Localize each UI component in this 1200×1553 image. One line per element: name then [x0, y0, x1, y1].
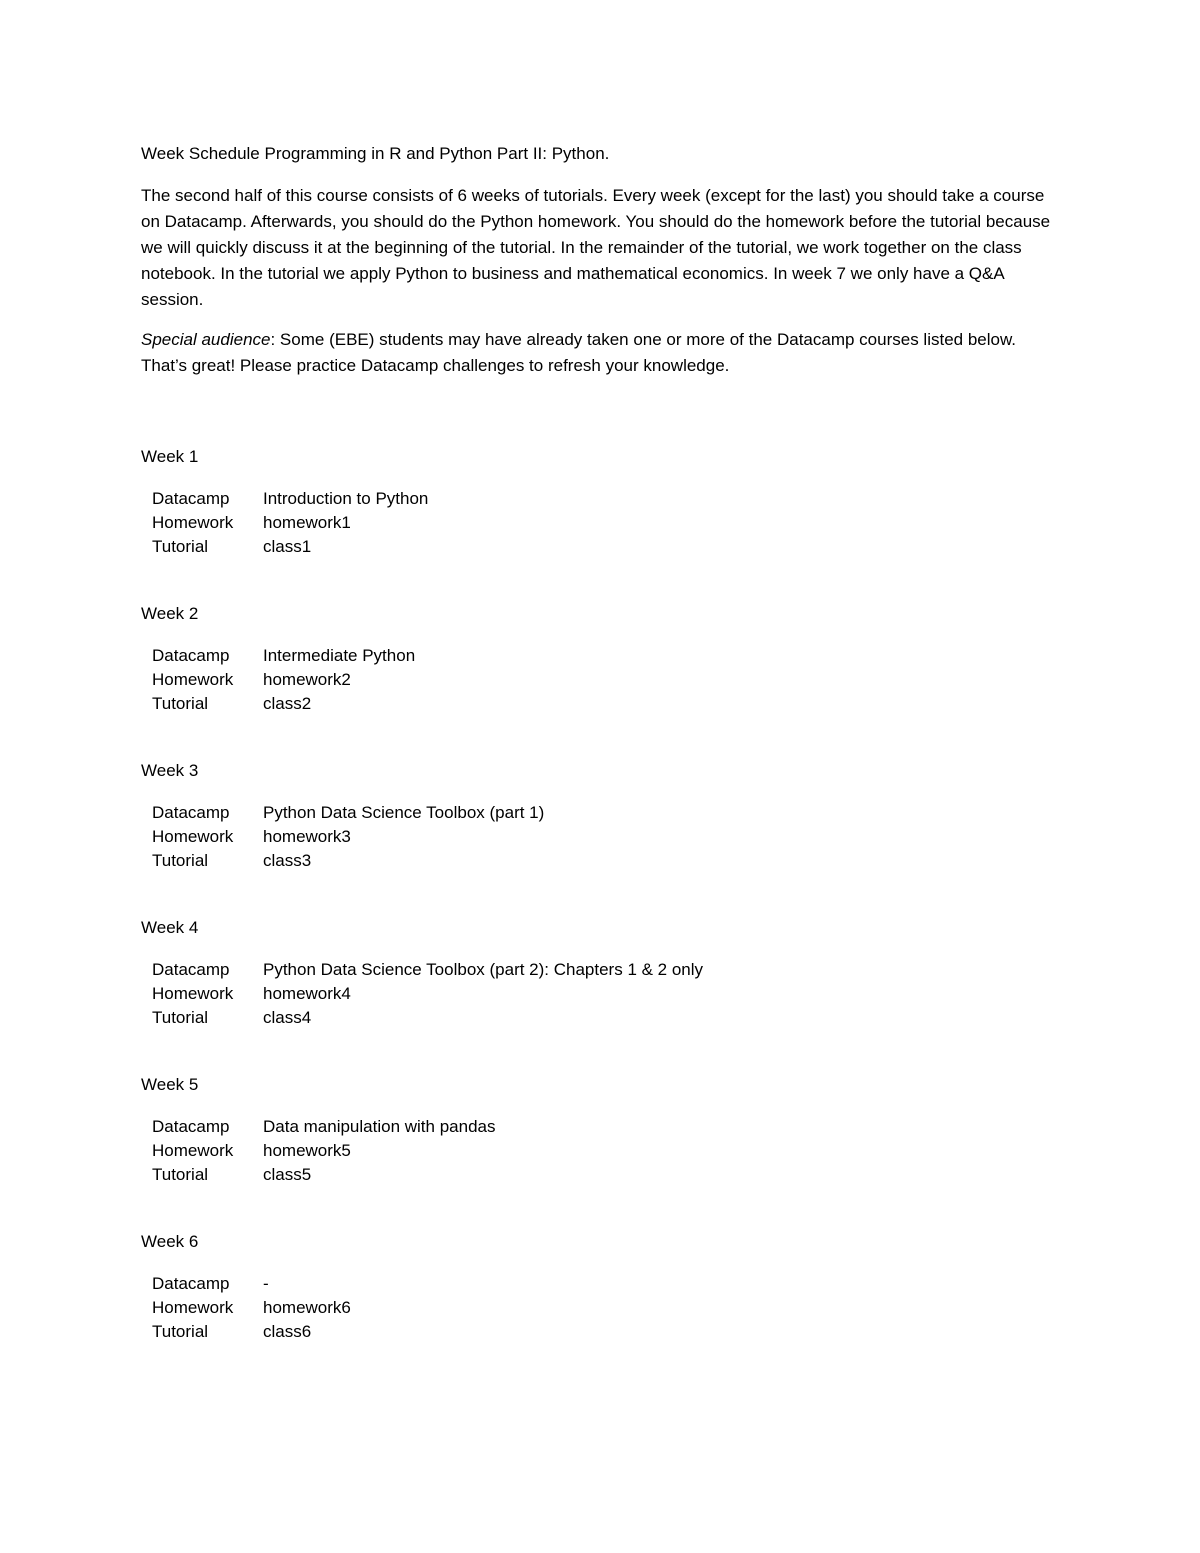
datacamp-row: [152, 1272, 1061, 1296]
datacamp-label: Datacamp: [152, 1274, 230, 1293]
week-gap: [141, 1187, 1061, 1230]
homework-value: homework6: [263, 1298, 351, 1317]
datacamp-row: [152, 801, 1061, 825]
week-table: [152, 958, 1061, 1030]
tutorial-row: [152, 692, 1061, 716]
tutorial-value: class2: [263, 694, 312, 713]
tutorial-value: class5: [263, 1165, 312, 1184]
tutorial-label: Tutorial: [152, 537, 209, 556]
week-section-1: [141, 445, 1061, 602]
tutorial-row: [152, 1163, 1061, 1187]
datacamp-value: Data manipulation with pandas: [263, 1117, 496, 1136]
datacamp-label: Datacamp: [152, 960, 230, 979]
datacamp-label: Datacamp: [152, 803, 230, 822]
homework-row: [152, 1296, 1061, 1320]
week-section-5: [141, 1073, 1061, 1230]
homework-label: Homework: [152, 984, 234, 1003]
week-title: Week 5: [141, 1075, 199, 1094]
homework-value: homework2: [263, 670, 351, 689]
week-title: Week 2: [141, 604, 199, 623]
datacamp-value: Python Data Science Toolbox (part 1): [263, 803, 545, 822]
week-title: Week 1: [141, 447, 199, 466]
week-gap: [141, 716, 1061, 759]
datacamp-value: -: [263, 1274, 269, 1293]
spacer: [141, 393, 1061, 445]
homework-row: [152, 511, 1061, 535]
week-section-2: [141, 602, 1061, 759]
homework-label: Homework: [152, 670, 234, 689]
intro-paragraph: The second half of this course consists of 6 weeks of tutorials. Every week (except for the last) you should take a course on Datacamp. Afterwards, you should do the Python homework. You should do the homework before the tutorial because we will quickly discuss it at the beginning of the tutorial. In the remainder of the tutorial, we work together on the class notebook. In the tutorial we apply Python to business and mathematical economics. In week 7 we only have a Q&A session.: [141, 186, 1051, 309]
homework-value: homework4: [263, 984, 351, 1003]
tutorial-row: [152, 1320, 1061, 1344]
homework-row: [152, 668, 1061, 692]
tutorial-label: Tutorial: [152, 1322, 209, 1341]
week-title: Week 3: [141, 761, 199, 780]
datacamp-label: Datacamp: [152, 489, 230, 508]
week-table: [152, 1115, 1061, 1187]
week-table: [152, 1272, 1061, 1344]
week-section-6: [141, 1230, 1061, 1344]
special-audience-label: Special audience: [141, 330, 271, 349]
homework-row: [152, 1139, 1061, 1163]
homework-value: homework5: [263, 1141, 351, 1160]
week-gap: [141, 1030, 1061, 1073]
special-audience-paragraph: [141, 327, 1061, 379]
tutorial-label: Tutorial: [152, 1008, 209, 1027]
week-section-4: [141, 916, 1061, 1073]
homework-value: homework1: [263, 513, 351, 532]
week-table: [152, 801, 1061, 873]
datacamp-value: Intermediate Python: [263, 646, 416, 665]
tutorial-value: class1: [263, 537, 312, 556]
week-title: Week 4: [141, 918, 199, 937]
homework-label: Homework: [152, 1141, 234, 1160]
datacamp-value: Introduction to Python: [263, 489, 429, 508]
tutorial-row: [152, 849, 1061, 873]
tutorial-value: class6: [263, 1322, 312, 1341]
homework-label: Homework: [152, 1298, 234, 1317]
homework-row: [152, 825, 1061, 849]
week-title: Week 6: [141, 1232, 199, 1251]
week-table: [152, 487, 1061, 559]
special-audience-text: : Some (EBE) students may have already taken one or more of the Datacamp courses listed below. That’s great! Please practice Datacamp challenges to refresh your knowledge.: [141, 330, 1017, 375]
document-title: Week Schedule Programming in R and Python Part II: Python.: [141, 144, 610, 163]
tutorial-row: [152, 1006, 1061, 1030]
homework-label: Homework: [152, 827, 234, 846]
week-table: [152, 644, 1061, 716]
tutorial-value: class3: [263, 851, 312, 870]
homework-value: homework3: [263, 827, 351, 846]
homework-row: [152, 982, 1061, 1006]
week-gap: [141, 559, 1061, 602]
tutorial-value: class4: [263, 1008, 312, 1027]
datacamp-row: [152, 487, 1061, 511]
tutorial-label: Tutorial: [152, 1165, 209, 1184]
week-gap: [141, 873, 1061, 916]
tutorial-label: Tutorial: [152, 694, 209, 713]
datacamp-label: Datacamp: [152, 1117, 230, 1136]
datacamp-value: Python Data Science Toolbox (part 2): Chapters 1 & 2 only: [263, 960, 704, 979]
datacamp-row: [152, 1115, 1061, 1139]
tutorial-row: [152, 535, 1061, 559]
datacamp-row: [152, 958, 1061, 982]
datacamp-label: Datacamp: [152, 646, 230, 665]
week-section-3: [141, 759, 1061, 916]
tutorial-label: Tutorial: [152, 851, 209, 870]
datacamp-row: [152, 644, 1061, 668]
document-page: [141, 141, 1061, 1344]
homework-label: Homework: [152, 513, 234, 532]
